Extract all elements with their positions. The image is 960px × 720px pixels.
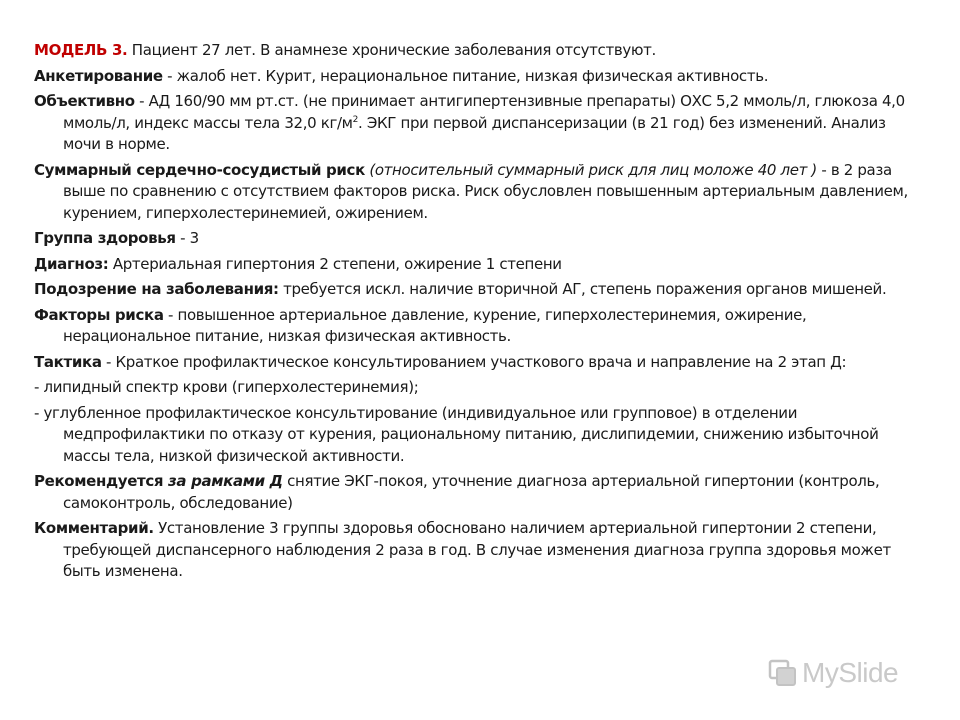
risk-label: Суммарный сердечно-сосудистый риск: [34, 160, 365, 179]
model-text: Пациент 27 лет. В анамнезе хронические заболевания отсутствуют.: [127, 41, 656, 59]
comment-label: Комментарий.: [34, 519, 154, 537]
watermark-logo: [768, 656, 898, 690]
risk-factors-text: - повышенное артериальное давление, курение, гиперхолестеринемия, ожирение, нерациональное питание, низкая физическая активность.: [63, 305, 807, 345]
tactics-text: - Краткое профилактическое консультированием участкового врача и направление на 2 этап Д:: [101, 352, 847, 371]
health-group-label: Группа здоровья: [34, 229, 176, 247]
risk-note: (относительный суммарный риск для лиц моложе 40 лет ): [364, 160, 817, 179]
paragraph-suspicion: [34, 279, 926, 301]
model-heading: МОДЕЛЬ 3.: [34, 41, 128, 59]
paragraph-model: [34, 40, 926, 62]
suspicion-label: Подозрение на заболевания:: [34, 280, 279, 298]
myshared-logo-icon: [768, 658, 798, 688]
lipid-spectrum-text: - липидный спектр крови (гиперхолестеринемия);: [34, 378, 419, 396]
questionnaire-label: Анкетирование: [34, 66, 163, 85]
paragraph-consulting: [34, 403, 926, 468]
paragraph-comment: [34, 518, 926, 583]
recommended-label: Рекомендуется: [34, 472, 164, 490]
recommended-emphasis: за рамками Д: [163, 472, 283, 490]
paragraph-risk-factors: [34, 305, 926, 348]
paragraph-cardiovascular-risk: [34, 160, 926, 225]
paragraph-recommended: [34, 471, 926, 514]
objective-superscript: 2: [352, 114, 359, 125]
paragraph-health-group: [34, 228, 926, 250]
watermark-text: MySlide: [802, 657, 899, 688]
paragraph-tactics: [34, 352, 926, 374]
objective-text-end: . ЭКГ при первой диспансеризации (в 21 год) без изменений. Анализ мочи в норме.: [63, 113, 886, 153]
paragraph-objective: [34, 91, 926, 156]
document-body: [34, 40, 926, 587]
tactics-label: Тактика: [34, 352, 102, 371]
paragraph-diagnosis: [34, 254, 926, 276]
paragraph-questionnaire: [34, 66, 926, 88]
risk-factors-label: Факторы риска: [34, 305, 164, 324]
consulting-text: - углубленное профилактическое консультирование (индивидуальное или групповое) в отделении медпрофилактики по отказу от курения, рациональному питанию, дислипидемии, снижению избыточной массы тела, низкой физической активности.: [34, 403, 879, 465]
diagnosis-label: Диагноз:: [34, 254, 109, 273]
diagnosis-text: Артериальная гипертония 2 степени, ожирение 1 степени: [108, 254, 562, 273]
objective-label: Объективно: [34, 92, 135, 110]
comment-text: Установление 3 группы здоровья обосновано наличием артериальной гипертонии 2 степени, требующей диспансерного наблюдения 2 раза в год. В случае изменения диагноза группа здоровья может быть изменена.: [63, 519, 891, 580]
risk-text: - в 2 раза выше по сравнению с отсутствием факторов риска. Риск обусловлен повышенным артериальным давлением, курением, гиперхолестеринемией, ожирением.: [63, 160, 908, 222]
objective-text: - АД 160/90 мм рт.ст. (не принимает антигипертензивные препараты) ОХС 5,2 ммоль/л, глюкоза 4,0 ммоль/л, индекс массы тела 32,0 кг/м: [63, 92, 905, 132]
health-group-text: - 3: [175, 229, 199, 247]
questionnaire-text: - жалоб нет. Курит, нерациональное питание, низкая физическая активность.: [162, 66, 769, 85]
paragraph-lipid-spectrum: [34, 377, 926, 399]
suspicion-text: требуется искл. наличие вторичной АГ, степень поражения органов мишеней.: [278, 280, 887, 298]
recommended-text: снятие ЭКГ-покоя, уточнение диагноза артериальной гипертонии (контроль, самоконтроль, обследование): [63, 472, 880, 512]
